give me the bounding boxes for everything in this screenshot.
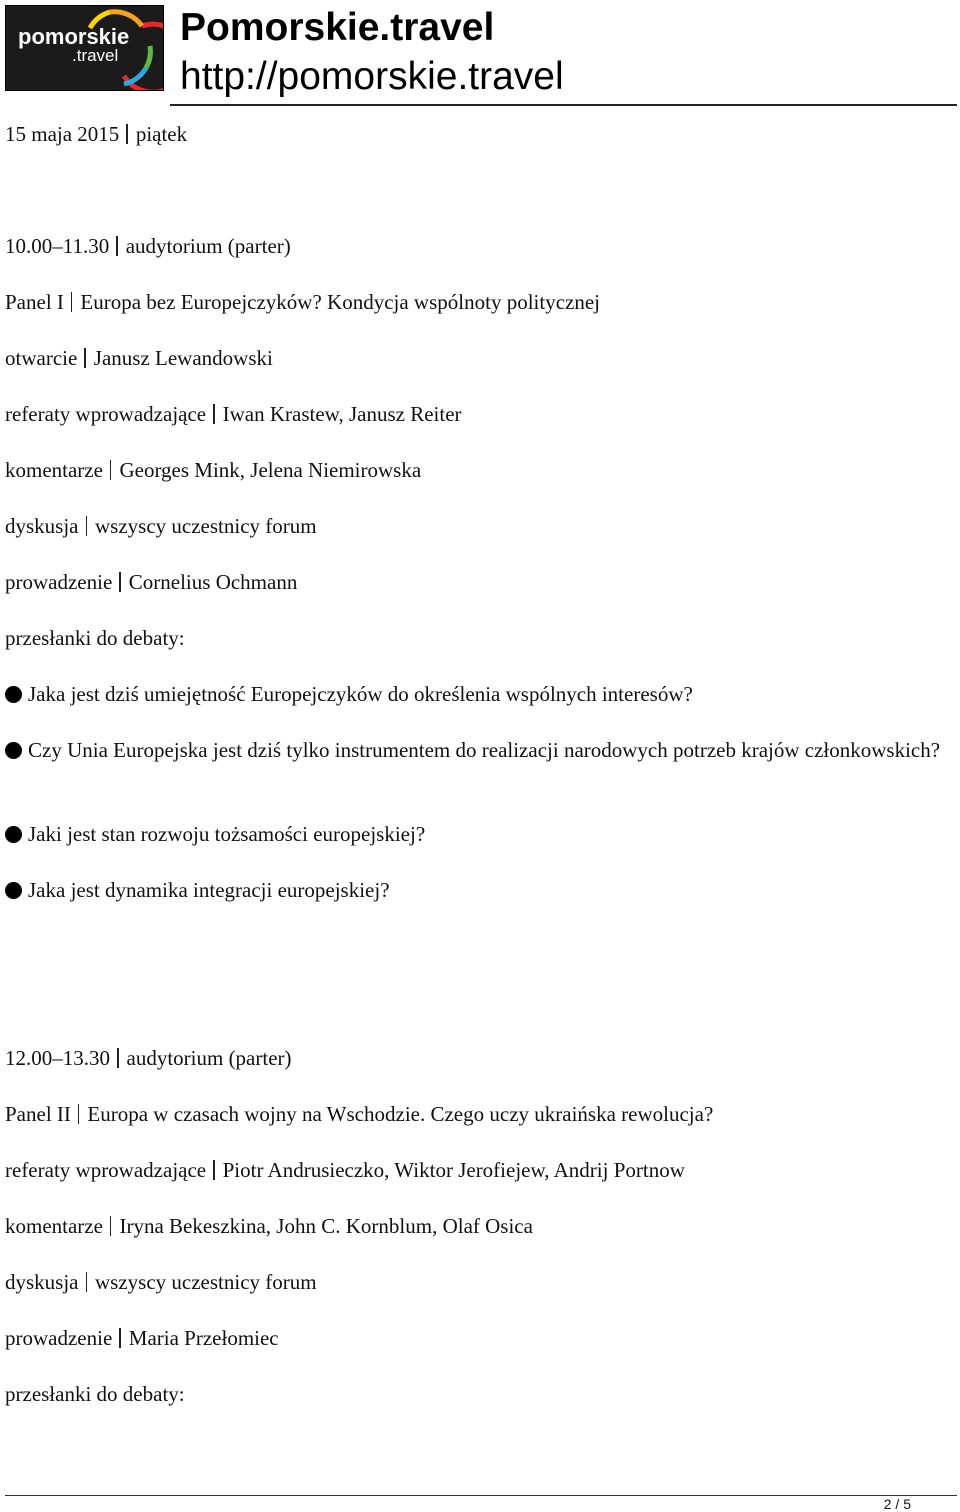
session1-row xyxy=(5,456,421,484)
separator xyxy=(119,572,121,592)
site-logo xyxy=(5,5,164,91)
separator xyxy=(71,292,73,312)
bullet-text: Jaka jest dziś umiejętność Europejczyków do określenia wspólnych interesów? xyxy=(28,682,693,706)
row-value: Georges Mink, Jelena Niemirowska xyxy=(119,458,422,482)
row-label: komentarze xyxy=(5,1214,103,1238)
bullet-dot-icon xyxy=(5,826,22,843)
row-value: wszyscy uczestnicy forum xyxy=(95,1270,317,1294)
row-value: Cornelius Ochmann xyxy=(128,570,298,594)
list-item xyxy=(5,680,945,708)
list-item xyxy=(5,736,945,764)
session2-premises-label: przesłanki do debaty: xyxy=(5,1382,185,1406)
session1-time: 10.00–11.30 xyxy=(5,234,110,258)
date-line xyxy=(5,120,187,148)
row-value: Maria Przełomiec xyxy=(128,1326,279,1350)
logo-text-main: pomorskie xyxy=(18,24,130,49)
session1-row xyxy=(5,400,462,428)
list-item xyxy=(5,820,945,848)
day-text: piątek xyxy=(135,122,188,146)
separator xyxy=(84,348,86,368)
session2-panel-title: Europa w czasach wojny na Wschodzie. Czego uczy ukraińska rewolucja? xyxy=(87,1102,714,1126)
session1-place: audytorium (parter) xyxy=(125,234,291,258)
row-value: Piotr Andrusieczko, Wiktor Jerofiejew, Andrij Portnow xyxy=(222,1158,685,1182)
session1-panel-title: Europa bez Europejczyków? Kondycja wspólnoty politycznej xyxy=(80,290,600,314)
session1-row xyxy=(5,568,297,596)
row-value: wszyscy uczestnicy forum xyxy=(95,514,317,538)
row-label: dyskusja xyxy=(5,514,79,538)
session2-place: audytorium (parter) xyxy=(126,1046,292,1070)
separator xyxy=(213,404,215,424)
row-label: komentarze xyxy=(5,458,103,482)
page-number: 2 / 5 xyxy=(883,1496,911,1512)
logo-text-sub: .travel xyxy=(72,46,119,65)
footer-divider xyxy=(5,1495,957,1496)
site-url[interactable]: http://pomorskie.travel xyxy=(180,55,564,98)
row-label: otwarcie xyxy=(5,346,78,370)
separator xyxy=(117,1048,119,1068)
row-label: referaty wprowadzające xyxy=(5,402,207,426)
header-divider xyxy=(170,104,957,106)
session2-row xyxy=(5,1212,533,1240)
session1-row xyxy=(5,512,317,540)
bullet-dot-icon xyxy=(5,686,22,703)
bullet-text: Jaki jest stan rozwoju tożsamości europejskiej? xyxy=(28,822,426,846)
session2-panel-line xyxy=(5,1100,713,1128)
row-value: Janusz Lewandowski xyxy=(93,346,273,370)
bullet-text: Czy Unia Europejska jest dziś tylko instrumentem do realizacji narodowych potrzeb krajów członkowskich? xyxy=(28,738,941,762)
separator xyxy=(119,1328,121,1348)
session2-row xyxy=(5,1268,317,1296)
separator xyxy=(110,460,112,480)
session2-row xyxy=(5,1324,279,1352)
separator xyxy=(110,1216,112,1236)
session1-premises-label: przesłanki do debaty: xyxy=(5,626,185,650)
row-label: dyskusja xyxy=(5,1270,79,1294)
separator xyxy=(78,1104,80,1124)
bullet-dot-icon xyxy=(5,742,22,759)
row-label: referaty wprowadzające xyxy=(5,1158,207,1182)
session1-panel-label: Panel I xyxy=(5,290,64,314)
separator xyxy=(86,516,88,536)
session2-row xyxy=(5,1156,685,1184)
separator xyxy=(116,236,118,256)
date-text: 15 maja 2015 xyxy=(5,122,120,146)
session1-time-line xyxy=(5,232,291,260)
bullet-text: Jaka jest dynamika integracji europejskiej? xyxy=(28,878,390,902)
session1-row xyxy=(5,344,273,372)
bullet-dot-icon xyxy=(5,882,22,899)
row-value: Iwan Krastew, Janusz Reiter xyxy=(222,402,462,426)
separator xyxy=(126,124,128,144)
row-label: prowadzenie xyxy=(5,1326,113,1350)
site-title: Pomorskie.travel xyxy=(180,6,495,49)
separator xyxy=(86,1272,88,1292)
separator xyxy=(213,1160,215,1180)
row-label: prowadzenie xyxy=(5,570,113,594)
session2-time: 12.00–13.30 xyxy=(5,1046,110,1070)
list-item xyxy=(5,876,945,904)
session2-panel-label: Panel II xyxy=(5,1102,71,1126)
session2-time-line xyxy=(5,1044,292,1072)
row-value: Iryna Bekeszkina, John C. Kornblum, Olaf Osica xyxy=(119,1214,533,1238)
session1-panel-line xyxy=(5,288,600,316)
